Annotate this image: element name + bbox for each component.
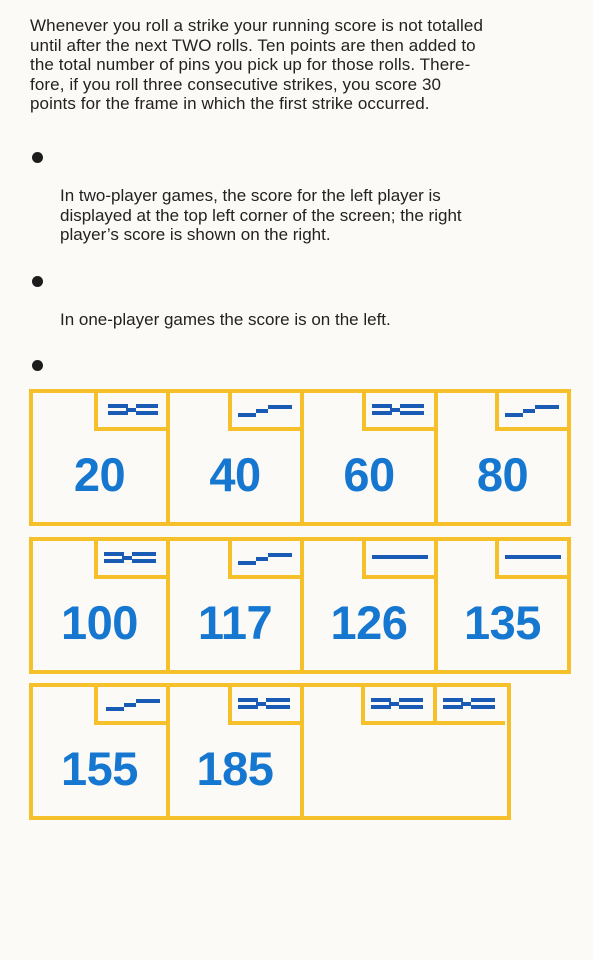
frame-score: 40 [209, 448, 261, 501]
open-mark-icon [495, 541, 567, 579]
frame-5 [33, 541, 170, 670]
strike-mark-icon [228, 687, 300, 725]
bullet-two-player [30, 147, 570, 245]
frame-1 [33, 393, 170, 522]
frame-8 [438, 541, 567, 670]
frame-score: 20 [73, 448, 126, 501]
spare-mark-icon [228, 393, 300, 431]
bullet-dot-icon [32, 152, 43, 163]
strike-mark-icon [94, 393, 166, 431]
frame-score: 126 [330, 596, 408, 649]
bullet-dot-icon [32, 360, 43, 371]
frame-score: 117 [197, 596, 273, 649]
frame-9 [33, 687, 170, 816]
frame-score: 155 [61, 742, 138, 795]
bullet-text: In two-player games, the score for the left player is displayed at the top left corner of the screen; the right player’s score is shown on the right. [60, 186, 462, 244]
bullet-text: In one-player games the score is on the left. [60, 309, 391, 329]
frame-6 [170, 541, 304, 670]
frame-score: 60 [343, 448, 395, 501]
scorecard-row-2 [29, 537, 571, 674]
strike-mark-icon [94, 541, 166, 579]
strike-scoring-paragraph: Whenever you roll a strike your running score is not totalled until after the next TWO rolls. Ten points are then added to the total number of pins you pick up for those rolls. There- fore, if you roll three consecutive strikes, you score 30 points for the frame in which the first strike occurred. [30, 16, 484, 113]
bullet-one-player [30, 271, 570, 330]
frame-2 [170, 393, 304, 522]
spare-mark-icon [495, 393, 567, 431]
frame-bonus [304, 687, 507, 816]
frame-score: 185 [196, 742, 274, 795]
open-mark-icon [362, 541, 434, 579]
strike-mark-icon [433, 687, 505, 725]
frame-4 [438, 393, 567, 522]
scorecard-row-3 [29, 683, 511, 820]
frame-score: 135 [464, 596, 541, 649]
spare-mark-icon [94, 687, 166, 725]
scorecard-row-1 [29, 389, 571, 526]
frame-score: 80 [476, 448, 529, 501]
frame-3 [304, 393, 438, 522]
bullet-dot-icon [32, 276, 43, 287]
frame-score: 100 [61, 596, 138, 649]
frame-10 [170, 687, 304, 816]
strike-mark-icon [361, 687, 433, 725]
strike-mark-icon [362, 393, 434, 431]
spare-mark-icon [228, 541, 300, 579]
frame-7 [304, 541, 438, 670]
